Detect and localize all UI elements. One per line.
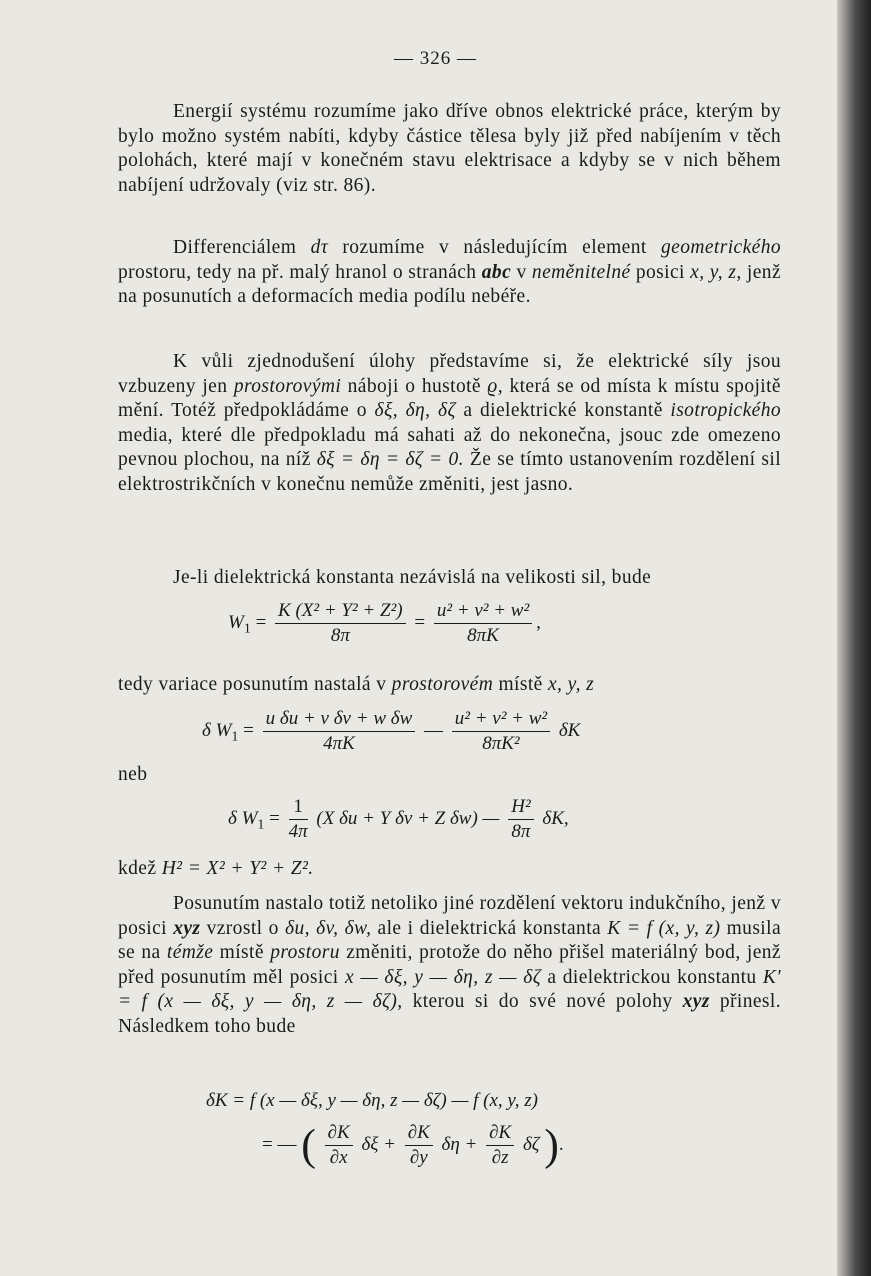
paragraph-simplification: K vůli zjednodušení úlohy představíme si, že elektrické síly jsou vzbuzeny jen prostorovými náboji o hustotě ϱ, která se od místa k místu spojitě mění. Totéž předpokládáme o δξ, δη, δζ a dielektrické konstantě isotropického media, které dle předpokladu má sahati až do nekonečna, jsouc zde omezeno pevnou plochou, na níž δξ = δη = δζ = 0. Že se tímto ustanovením rozdělení sil elektrostrikčních v konečnu nemůže změniti, jest jasno. [118, 351, 782, 495]
paragraph-energy: Energií systému rozumíme jako dříve obnos elektrické práce, kterým by bylo možno systém nabíti, kdyby částice tělesa byly již před nabíjením v těch polohách, které mají v konečném stavu elektrisace a kdyby se v nich během nabíjení udržovaly (viz str. 86). [118, 101, 781, 196]
kdez-line: kdež H² = X² + Y² + Z². [118, 858, 314, 879]
paragraph-variation: tedy variace posunutím nastalá v prostorovém místě x, y, z [118, 674, 595, 695]
paragraph-displacement: Posunutím nastalo totiž netoliko jiné rozdělení vektoru indukčního, jenž v posici xyz vzrostl o δu, δv, δw, ale i dielektrická konstanta K = f (x, y, z) musila se na témže místě prostoru změniti, protože do něho přišel materiálný bod, jenž před posunutím měl posici x — δξ, y — δη, z — δζ a dielektrickou konstantu K′ = f (x — δξ, y — δη, z — δζ), kterou si do své nové polohy xyz přinesl. Následkem toho bude [118, 893, 781, 1037]
equation-variation-expanded: δ $W_1$ = $\frac{1}{4\pi}$ (X δu + Y δv + Z δw) — $\frac{\text{H²}}{8\pi}$ δK, [228, 796, 569, 842]
equation-dk-gradient: = — ( $\frac{\partial K}{\partial x}$ δξ + $\frac{\partial K}{\partial y}$ δη + $\frac{\partial K}{\partial z}$ δζ ). [262, 1120, 564, 1170]
equation-variation: δ $W_1$ = $\frac{\text{u δu + v δv + w δw}}{4\pi K}$ — $\frac{\text{u² + v² + w²}}{\text{8πK²}}$ δK [202, 708, 581, 754]
neb-word: neb [118, 764, 148, 785]
page-number: — 326 — [394, 48, 477, 69]
paragraph-differential: Differenciálem dτ rozumíme v následujícím element geometrického prostoru, tedy na př. malý hranol o stranách abc v neměnitelné posici x, y, z, jenž na posunutích a deformacích media podílu nebéře. [118, 237, 781, 308]
equation-dk-difference: δK = f (x — δξ, y — δη, z — δζ) — f (x, y, z) [206, 1090, 538, 1111]
equation-energy: $W_1$ = $\frac{\text{K (X² + Y² + Z²)}}{8\pi}$ = $\frac{\text{u² + v² + w²}}{8\pi K}$ , [228, 600, 541, 646]
paragraph-constant: Je-li dielektrická konstanta nezávislá na velikosti sil, bude [173, 567, 652, 588]
page-edge-shadow [837, 0, 871, 1276]
